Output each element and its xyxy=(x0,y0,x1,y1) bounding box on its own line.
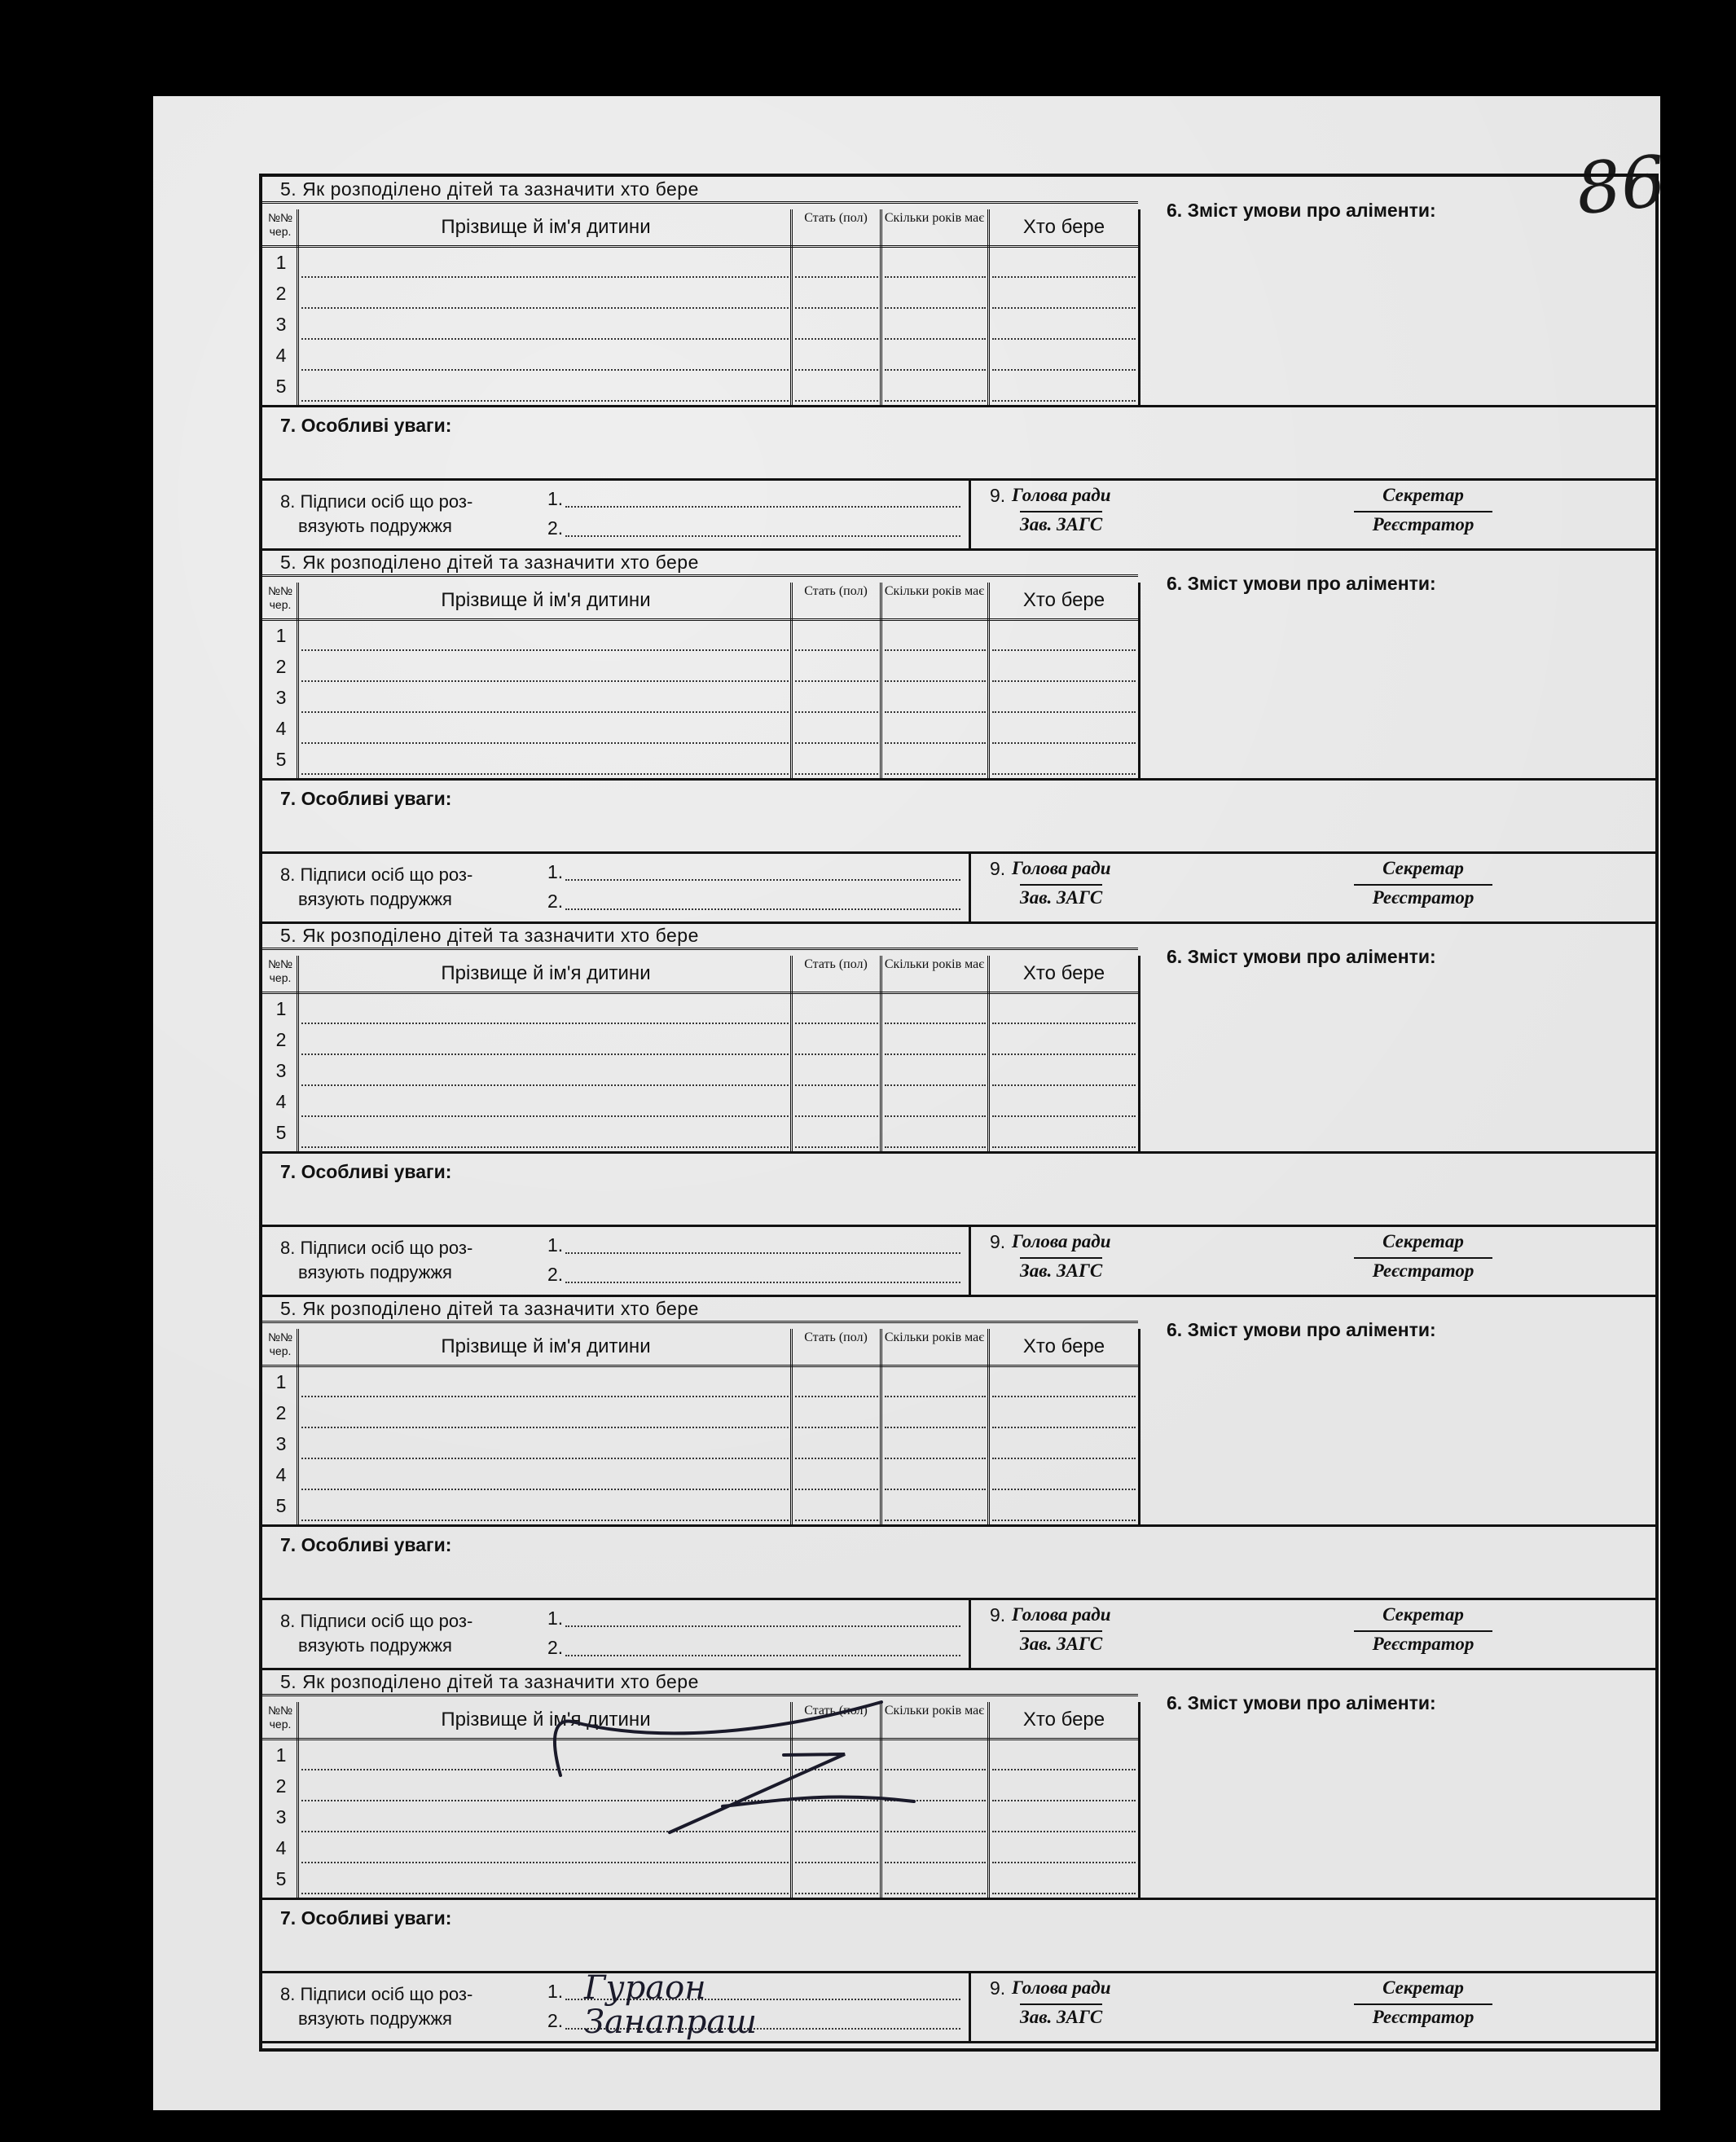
divider xyxy=(969,1971,971,2043)
row-number: 1 xyxy=(275,1744,287,1766)
fill-in-line xyxy=(301,1146,789,1148)
children-table xyxy=(262,209,1140,407)
divider xyxy=(969,851,971,923)
registry-head-label: Зав. ЗАГС xyxy=(1020,884,1102,908)
table-header xyxy=(262,1329,1138,1367)
table-row xyxy=(262,1459,1138,1490)
row-number: 1 xyxy=(275,625,287,646)
fill-in-line xyxy=(992,1146,1136,1148)
row-number: 5 xyxy=(275,1495,287,1516)
col-header-name: Прізвище й ім'я дитини xyxy=(441,216,651,238)
fill-in-line xyxy=(885,400,986,402)
fill-in-line xyxy=(992,1520,1136,1521)
divider xyxy=(262,405,1655,407)
table-row xyxy=(262,993,1138,1024)
signature-2-number: 2. xyxy=(547,1637,564,1658)
council-head-label: Голова ради xyxy=(1012,1231,1111,1251)
row-number: 2 xyxy=(275,656,287,677)
col-header-name: Прізвище й ім'я дитини xyxy=(441,962,651,984)
signature-2-line xyxy=(565,1282,960,1283)
signature-2-number: 2. xyxy=(547,517,564,539)
children-table xyxy=(262,1329,1140,1527)
registrar-label: Реєстратор xyxy=(1354,884,1492,908)
children-distribution-title: 5. Як розподілено дітей та зазначити хто бере xyxy=(280,925,699,946)
table-row xyxy=(262,340,1138,371)
col-header-who-takes: Хто бере xyxy=(1022,962,1105,984)
fill-in-line xyxy=(795,1520,878,1521)
children-distribution-title: 5. Як розподілено дітей та зазначити хто бере xyxy=(280,552,699,573)
signatures-label-line2: вязують подружжя xyxy=(298,516,452,536)
divider xyxy=(262,851,1655,854)
title-rule xyxy=(262,948,1138,953)
divorce-record-section xyxy=(262,1296,1655,1669)
secretary-label: Секретар xyxy=(1382,485,1464,505)
signature-2-line xyxy=(565,535,960,537)
fill-in-line xyxy=(795,1146,878,1148)
col-header-sex: Стать (пол) xyxy=(804,957,868,971)
fill-in-line xyxy=(885,1146,986,1148)
col-header-sex: Стать (пол) xyxy=(804,1331,868,1344)
table-row xyxy=(262,278,1138,309)
table-row xyxy=(262,1490,1138,1521)
divorce-record-section xyxy=(262,177,1655,550)
alimony-terms-label: 6. Зміст умови про аліменти: xyxy=(1167,1692,1436,1713)
col-header-number: №№ чер. xyxy=(267,584,293,611)
divider xyxy=(262,1598,1655,1600)
divorce-record-section xyxy=(262,550,1655,923)
signature-2-number: 2. xyxy=(547,2010,564,2031)
signatures-label xyxy=(280,490,472,539)
fill-in-line xyxy=(301,1520,789,1521)
children-table xyxy=(262,956,1140,1154)
signature-1-line xyxy=(565,1252,960,1254)
registry-head-label: Зав. ЗАГС xyxy=(1020,511,1102,535)
table-row xyxy=(262,309,1138,340)
signatures-label-line1: 8. Підписи осіб що роз- xyxy=(280,1238,473,1258)
col-header-who-takes: Хто бере xyxy=(1022,1709,1105,1731)
children-distribution-title: 5. Як розподілено дітей та зазначити хто бере xyxy=(280,1671,699,1692)
table-header xyxy=(262,956,1138,994)
col-header-number: №№ чер. xyxy=(267,1704,293,1731)
signature-1-number: 1. xyxy=(547,1234,564,1256)
divider xyxy=(262,778,1655,781)
signature-1-number: 1. xyxy=(547,1981,564,2002)
table-row xyxy=(262,713,1138,744)
signatures-label-line2: вязують подружжя xyxy=(298,1262,452,1282)
col-header-who-takes: Хто бере xyxy=(1022,1335,1105,1357)
table-row xyxy=(262,620,1138,651)
col-header-number: №№ чер. xyxy=(267,211,293,238)
council-head-label: Голова ради xyxy=(1012,858,1111,878)
divider xyxy=(262,1151,1655,1154)
divider xyxy=(262,1898,1655,1900)
secretary-label: Секретар xyxy=(1382,858,1464,878)
row-number: 4 xyxy=(275,718,287,739)
registry-head-label: Зав. ЗАГС xyxy=(1020,1630,1102,1655)
council-head-label: Голова ради xyxy=(1012,1604,1111,1625)
col-header-who-takes: Хто бере xyxy=(1022,589,1105,611)
registry-head-label: Зав. ЗАГС xyxy=(1020,1257,1102,1282)
col-header-number: №№ чер. xyxy=(267,957,293,984)
row-number: 2 xyxy=(275,283,287,304)
col-header-age: Скільки років має xyxy=(884,1331,985,1344)
table-row xyxy=(262,744,1138,775)
registry-head-label: Зав. ЗАГС xyxy=(1020,2003,1102,2028)
divider xyxy=(262,478,1655,481)
fill-in-line xyxy=(795,773,878,775)
special-notes-label: 7. Особливі уваги: xyxy=(280,1534,452,1555)
col-header-age: Скільки років має xyxy=(884,211,985,225)
special-notes-label: 7. Особливі уваги: xyxy=(280,788,452,809)
row-number: 2 xyxy=(275,1775,287,1797)
signature-2-line xyxy=(565,1655,960,1656)
fill-in-line xyxy=(301,773,789,775)
row-number: 5 xyxy=(275,1122,287,1143)
officials-number: 9. xyxy=(990,1231,1006,1252)
alimony-terms-label: 6. Зміст умови про аліменти: xyxy=(1167,946,1436,967)
divider xyxy=(969,1598,971,1669)
signature-1-number: 1. xyxy=(547,861,564,882)
row-number: 4 xyxy=(275,1091,287,1112)
council-head-label: Голова ради xyxy=(1012,1977,1111,1998)
signature-2-number: 2. xyxy=(547,1264,564,1285)
col-header-who-takes: Хто бере xyxy=(1022,216,1105,238)
special-notes-label: 7. Особливі уваги: xyxy=(280,1161,452,1182)
table-row xyxy=(262,682,1138,713)
signature-1-line xyxy=(565,879,960,881)
secretary-label: Секретар xyxy=(1382,1604,1464,1625)
special-notes-label: 7. Особливі уваги: xyxy=(280,1907,452,1929)
row-number: 3 xyxy=(275,314,287,335)
scribble-stroke xyxy=(555,1702,914,1832)
divorce-record-section xyxy=(262,923,1655,1296)
divider xyxy=(969,478,971,550)
children-distribution-title: 5. Як розподілено дітей та зазначити хто бере xyxy=(280,178,699,200)
signatures-label-line2: вязують подружжя xyxy=(298,889,452,909)
col-header-number: №№ чер. xyxy=(267,1331,293,1357)
signature-1-handwriting: Гураон xyxy=(584,1969,706,2007)
signature-1-line xyxy=(565,506,960,508)
table-header xyxy=(262,209,1138,248)
signatures-label xyxy=(280,1236,472,1285)
col-header-name: Прізвище й ім'я дитини xyxy=(441,1709,651,1731)
strike-out-scribble xyxy=(262,1669,1138,1898)
title-rule xyxy=(262,1321,1138,1326)
table-row xyxy=(262,1366,1138,1397)
signatures-label xyxy=(280,1982,472,2031)
table-row xyxy=(262,1397,1138,1428)
children-table xyxy=(262,583,1140,781)
registrar-label: Реєстратор xyxy=(1354,511,1492,535)
table-row xyxy=(262,651,1138,682)
row-number: 3 xyxy=(275,1806,287,1828)
table-row xyxy=(262,1055,1138,1086)
row-number: 2 xyxy=(275,1029,287,1050)
fill-in-line xyxy=(992,773,1136,775)
signature-1-number: 1. xyxy=(547,488,564,509)
secretary-label: Секретар xyxy=(1382,1977,1464,1998)
table-row xyxy=(262,1086,1138,1117)
col-header-age: Скільки років має xyxy=(884,584,985,598)
table-row xyxy=(262,1428,1138,1459)
signature-2-handwriting: Занапраш xyxy=(584,2003,758,2041)
signature-2-number: 2. xyxy=(547,891,564,912)
title-rule xyxy=(262,201,1138,207)
secretary-label: Секретар xyxy=(1382,1231,1464,1251)
row-number: 4 xyxy=(275,1837,287,1858)
form-frame xyxy=(259,174,1659,2052)
signatures-label-line1: 8. Підписи осіб що роз- xyxy=(280,1611,473,1631)
row-number: 5 xyxy=(275,376,287,397)
children-distribution-title: 5. Як розподілено дітей та зазначити хто бере xyxy=(280,1298,699,1319)
col-header-age: Скільки років має xyxy=(884,957,985,971)
col-header-age: Скільки років має xyxy=(884,1704,985,1718)
row-number: 4 xyxy=(275,345,287,366)
alimony-terms-label: 6. Зміст умови про аліменти: xyxy=(1167,573,1436,594)
fill-in-line xyxy=(992,400,1136,402)
officials-number: 9. xyxy=(990,1604,1006,1625)
signature-1-number: 1. xyxy=(547,1608,564,1629)
fill-in-line xyxy=(301,400,789,402)
signatures-label-line1: 8. Підписи осіб що роз- xyxy=(280,491,473,512)
officials-number: 9. xyxy=(990,858,1006,879)
divider xyxy=(262,1225,1655,1227)
fill-in-line xyxy=(795,400,878,402)
row-number: 1 xyxy=(275,998,287,1019)
signatures-label-line1: 8. Підписи осіб що роз- xyxy=(280,864,473,885)
signatures-label-line2: вязують подружжя xyxy=(298,2008,452,2029)
divorce-record-section xyxy=(262,1669,1655,2043)
alimony-terms-label: 6. Зміст умови про аліменти: xyxy=(1167,1319,1436,1340)
divider xyxy=(262,1524,1655,1527)
row-number: 5 xyxy=(275,1868,287,1889)
special-notes-label: 7. Особливі уваги: xyxy=(280,415,452,436)
signatures-label-line2: вязують подружжя xyxy=(298,1635,452,1656)
row-number: 2 xyxy=(275,1402,287,1423)
row-number: 3 xyxy=(275,1060,287,1081)
row-number: 3 xyxy=(275,687,287,708)
officials-number: 9. xyxy=(990,1977,1006,1999)
divider xyxy=(262,1971,1655,1973)
fill-in-line xyxy=(885,1520,986,1521)
row-number: 1 xyxy=(275,252,287,273)
registrar-label: Реєстратор xyxy=(1354,1257,1492,1282)
divider xyxy=(969,1225,971,1296)
registrar-label: Реєстратор xyxy=(1354,2003,1492,2028)
row-number: 5 xyxy=(275,749,287,770)
row-number: 4 xyxy=(275,1464,287,1485)
page-number: 86 xyxy=(1572,140,1670,231)
officials-number: 9. xyxy=(990,485,1006,506)
signature-2-line xyxy=(565,908,960,910)
table-header xyxy=(262,583,1138,621)
signatures-label xyxy=(280,1609,472,1658)
col-header-name: Прізвище й ім'я дитини xyxy=(441,1335,651,1357)
col-header-sex: Стать (пол) xyxy=(804,584,868,598)
signatures-label xyxy=(280,863,472,912)
table-row xyxy=(262,247,1138,278)
alimony-terms-label: 6. Зміст умови про аліменти: xyxy=(1167,200,1436,221)
title-rule xyxy=(262,574,1138,580)
col-header-sex: Стать (пол) xyxy=(804,1704,868,1718)
registrar-label: Реєстратор xyxy=(1354,1630,1492,1655)
council-head-label: Голова ради xyxy=(1012,485,1111,505)
signatures-label-line1: 8. Підписи осіб що роз- xyxy=(280,1984,473,2004)
section-bottom-rule xyxy=(262,2041,1655,2043)
table-row xyxy=(262,1117,1138,1148)
table-row xyxy=(262,371,1138,402)
signature-1-line xyxy=(565,1625,960,1627)
row-number: 1 xyxy=(275,1371,287,1392)
row-number: 3 xyxy=(275,1433,287,1454)
fill-in-line xyxy=(885,773,986,775)
table-row xyxy=(262,1024,1138,1055)
col-header-name: Прізвище й ім'я дитини xyxy=(441,589,651,611)
col-header-sex: Стать (пол) xyxy=(804,211,868,225)
